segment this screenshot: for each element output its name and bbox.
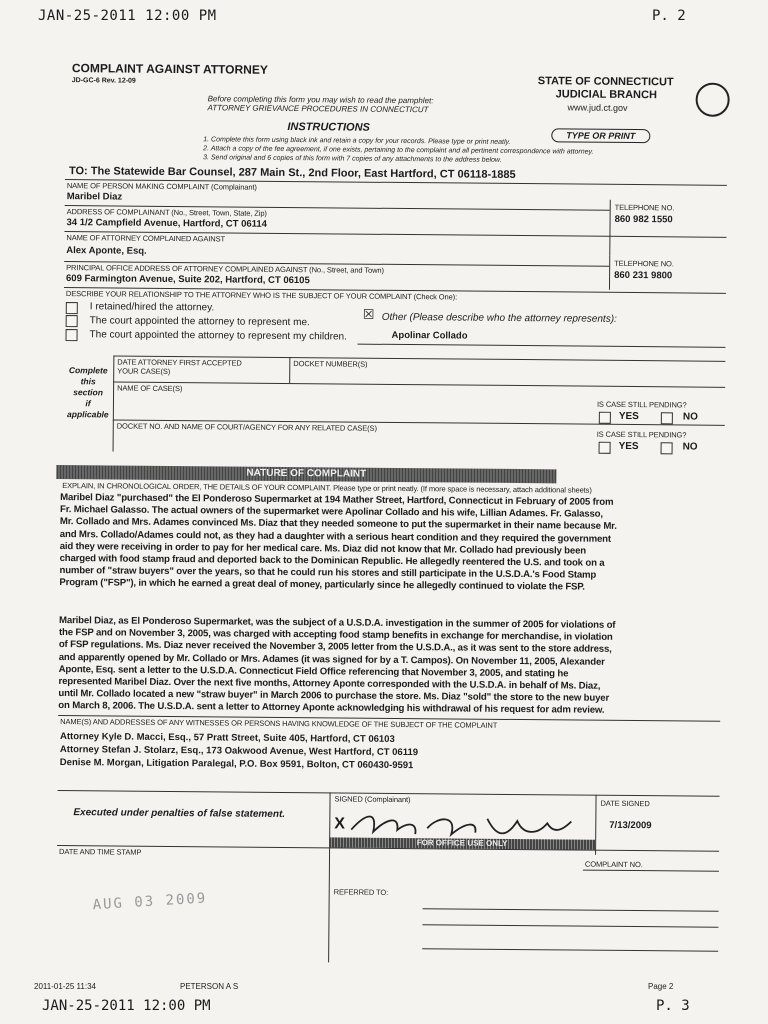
pending-label: IS CASE STILL PENDING?	[596, 399, 687, 410]
witness-1: Attorney Kyle D. Macci, Esq., 57 Pratt Street, Suite 405, Hartford, CT 06103	[60, 731, 395, 745]
attorney-address: 609 Farmington Avenue, Suite 202, Hartford, CT 06105	[66, 273, 310, 287]
related-cases-label: DOCKET NO. AND NAME OF COURT/AGENCY FOR ANY RELATED CASE(S)	[116, 421, 377, 433]
explain-label: EXPLAIN, IN CHRONOLOGICAL ORDER, THE DETAILS OF YOUR COMPLAINT. Please type or print neatly. (If more space is necessary, attach additional sheets)	[62, 481, 592, 495]
attorney-address-label: PRINCIPAL OFFICE ADDRESS OF ATTORNEY COMPLAINED AGAINST (No., Street, and Town)	[66, 263, 384, 275]
fax-footer-page: P. 3	[656, 998, 690, 1014]
complaint-form	[52, 55, 730, 966]
executed-statement: Executed under penalties of false statement.	[73, 807, 286, 820]
relationship-label: DESCRIBE YOUR RELATIONSHIP TO THE ATTORNEY WHO IS THE SUBJECT OF YOUR COMPLAINT (Check One):	[65, 289, 458, 302]
date-signed-label: DATE SIGNED	[600, 798, 650, 809]
related-pending-yes-label: YES	[618, 440, 639, 453]
nature-of-complaint-banner: NATURE OF COMPLAINT	[56, 465, 556, 483]
checkbox-pending-yes[interactable]	[599, 412, 611, 424]
form-number: JD-GC-6 Rev. 12-09	[71, 77, 136, 85]
form-title: COMPLAINT AGAINST ATTORNEY	[71, 61, 268, 77]
pamphlet-notice-1: Before completing this form you may wish to read the pamphlet:	[207, 94, 434, 106]
date-time-stamp-label: DATE AND TIME STAMP	[59, 847, 142, 857]
complainant-address-label: ADDRESS OF COMPLAINANT (No., Street, Town, State, Zip)	[66, 207, 267, 218]
state-seal-icon	[695, 83, 729, 117]
complainant-name: Maribel Diaz	[66, 191, 123, 203]
signed-label: SIGNED (Complainant)	[334, 794, 411, 805]
office-use-banner: FOR OFFICE USE ONLY	[329, 837, 595, 849]
option-other: Other (Please describe who the attorney represents):	[381, 311, 617, 325]
checkbox-retained[interactable]	[66, 302, 78, 314]
checkbox-other-checked[interactable]: ☒	[362, 306, 375, 322]
date-accepted-label-1: DATE ATTORNEY FIRST ACCEPTED	[117, 357, 242, 368]
print-date: 2011-01-25 11:34	[34, 982, 96, 991]
case-section-side-label: Complete this section if applicable	[67, 365, 109, 420]
witnesses-label: NAME(S) AND ADDRESSES OF ANY WITNESSES OR PERSONS HAVING KNOWLEDGE OF THE SUBJECT OF THE COMPLAINT	[60, 717, 498, 730]
referred-to-label: REFERRED TO:	[333, 887, 389, 897]
fax-header-datetime: JAN-25-2011 12:00 PM	[38, 8, 217, 24]
related-pending-no-label: NO	[682, 441, 698, 453]
witness-3: Denise M. Morgan, Litigation Paralegal, P.O. Box 9591, Bolton, CT 060430-9591	[59, 757, 414, 772]
option-court-appointed-children: The court appointed the attorney to represent my children.	[89, 329, 347, 343]
attorney-phone: 860 231 9800	[614, 269, 673, 282]
print-page: Page 2	[648, 982, 674, 991]
attorney-name-label: NAME OF ATTORNEY COMPLAINED AGAINST	[66, 233, 226, 244]
complainant-name-label: NAME OF PERSON MAKING COMPLAINT (Complainant)	[66, 181, 257, 192]
agency-url: www.jud.ct.gov	[567, 102, 628, 113]
docket-number-label: DOCKET NUMBER(S)	[293, 359, 368, 369]
complaint-narrative-paragraph-2: Maribel Diaz, as El Ponderoso Supermarket, was the subject of a U.S.D.A. investigation in the summer of 2005 for violations of the FSP and on November 3, 2005, was charged with accepting food stamp benefits in exchange for merchandise, in violation of FSP regulations. Ms. Diaz never received the November 3, 2005 letter from the U.S.D.A., as it was sent to the store address, and apparently opened by Mr. Collado or Mrs. Adames (it was signed for by a T. Campos). On November 11, 2005, Alexander Aponte, Esq. sent a letter to the U.S.D.A. Connecticut Field Office referencing that November 3, 2005, and stating he represented Maribel Diaz. Over the next five months, Attorney Aponte corresponded with the U.S.D.A. in behalf of Ms. Diaz, until Mr. Collado located a new "straw buyer" in March 2006 to purchase the store. Ms. Diaz "sold" the store to the new buyer on March 8, 2006. The U.S.D.A. sent a letter to Attorney Aponte acknowledging his withdrawal of his request for adm review.	[58, 615, 616, 717]
checkbox-related-pending-yes[interactable]	[599, 442, 611, 454]
attorney-name: Alex Aponte, Esq.	[66, 245, 147, 257]
option-court-appointed-me: The court appointed the attorney to represent me.	[89, 315, 310, 329]
complainant-phone-label: TELEPHONE NO.	[614, 202, 675, 213]
checkbox-court-appointed-me[interactable]	[66, 315, 78, 327]
pending-yes-label: YES	[618, 410, 639, 423]
send-to-address: TO: The Statewide Bar Counsel, 287 Main St., 2nd Floor, East Hartford, CT 06118-1885	[68, 165, 516, 181]
fax-footer-datetime: JAN-25-2011 12:00 PM	[42, 998, 211, 1014]
agency-branch: JUDICIAL BRANCH	[555, 88, 657, 102]
option-retained: I retained/hired the attorney.	[89, 301, 215, 314]
instructions-heading: INSTRUCTIONS	[287, 120, 370, 134]
checkbox-related-pending-no[interactable]	[661, 442, 673, 454]
complainant-phone: 860 982 1550	[614, 213, 673, 226]
other-representation-value: Apolinar Collado	[391, 329, 468, 342]
complaint-narrative-paragraph-1: Maribel Diaz "purchased" the El Ponderoso Supermarket at 194 Mather Street, Hartford, Connecticut in February of 2005 from Fr. Michael Galasso. The actual owners of the supermarket were Apolinar Collado and his wife, Lillian Adames. Fr. Galasso, Mr. Collado and Mrs. Adames convinced Ms. Diaz that they needed someone to put the supermarket in their name because Mr. and Mrs. Collado/Adames could not, as they had a daughter with a serious heart condition and they required the government aid they were receiving in order to pay for her medical care. Ms. Diaz did not know that Mr. Collado had previously been charged with food stamp fraud and deported back to the Dominican Republic. He allegedly reentered the U.S. and took on a number of "straw buyers" over the years, so that he could run his stores and still participate in the U.S.D.A.'s Food Stamp Program ("FSP"), in which he earned a great deal of money, particularly since he allegedly continued to violate the FSP.	[59, 492, 617, 594]
witness-2: Attorney Stefan J. Stolarz, Esq., 173 Oakwood Avenue, West Hartford, CT 06119	[59, 744, 419, 759]
pending-no-label: NO	[682, 411, 698, 423]
instruction-2: 2. Attach a copy of the fee agreement, if one exists, pertaining to the complaint and all pertinent correspondence with attorney.	[203, 145, 594, 156]
checkbox-court-appointed-children[interactable]	[66, 329, 78, 341]
type-or-print-badge: TYPE OR PRINT	[551, 128, 650, 143]
complainant-signature-icon	[347, 808, 577, 842]
case-names-label: NAME OF CASE(S)	[117, 383, 183, 394]
date-accepted-label-2: YOUR CASE(S)	[117, 366, 171, 376]
instruction-1: 1. Complete this form using black ink and retain a copy for your records. Please type or print neatly.	[203, 136, 511, 146]
agency-state: STATE OF CONNECTICUT	[537, 75, 674, 89]
instruction-3: 3. Send original and 6 copies of this form with 7 copies of any attachments to the address below.	[203, 154, 502, 164]
print-name: PETERSON A S	[180, 982, 239, 991]
pamphlet-notice-2: ATTORNEY GRIEVANCE PROCEDURES IN CONNECTICUT	[207, 103, 429, 115]
attorney-phone-label: TELEPHONE NO.	[614, 258, 674, 269]
complaint-no-label: COMPLAINT NO.	[584, 859, 643, 870]
signature-x-mark: X	[334, 815, 346, 833]
pending-label-2: IS CASE STILL PENDING?	[596, 429, 687, 440]
checkbox-pending-no[interactable]	[661, 412, 673, 424]
date-received-stamp: AUG 03 2009	[92, 890, 208, 914]
complainant-address: 34 1/2 Campfield Avenue, Hartford, CT 06114	[66, 217, 268, 230]
date-signed: 7/13/2009	[609, 819, 652, 832]
fax-header-page: P. 2	[652, 8, 686, 24]
